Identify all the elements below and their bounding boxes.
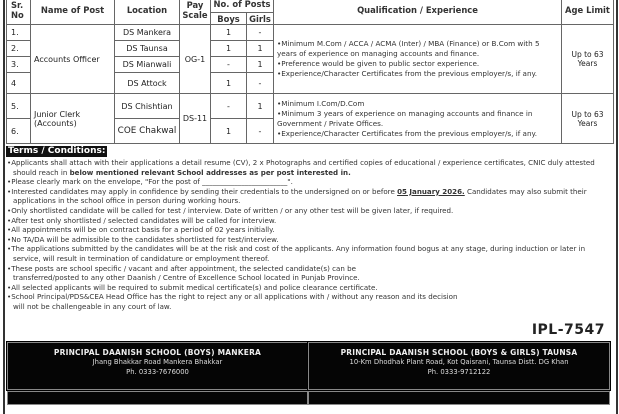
location-cell: DS Chishtian <box>115 94 180 119</box>
location-cell: DS Mianwali <box>115 57 180 73</box>
address-title: PRINCIPAL DAANISH SCHOOL (BOYS) MANKERA <box>53 348 262 357</box>
header-location: Location <box>115 0 180 25</box>
address-box-taunsa <box>308 342 610 390</box>
qualification-item: • Experience/Character Certificates from the previous employer/s, if any. <box>277 69 558 79</box>
girls-cell: - <box>247 73 274 94</box>
age-limit-cell: Up to 63 Years <box>562 25 614 94</box>
qualification-item: • Minimum 3 years of experience on managing accounts and finance in Government / Private Offices. <box>277 109 558 129</box>
boys-cell: - <box>211 94 247 119</box>
address-box-partial-right <box>308 391 610 405</box>
header-age-limit: Age Limit <box>562 0 614 25</box>
boys-cell: 1 <box>211 73 247 94</box>
sr-cell: 1. <box>7 25 31 41</box>
header-boys: Boys <box>211 13 247 25</box>
qualification-item: • Preference would be given to public sector experience. <box>277 59 558 69</box>
term-item: • Please clearly mark on the envelope, "For the post of ________________________". <box>6 177 611 187</box>
term-item: • The applications submitted by the candidates will be at the risk and cost of the applicants. Any information found bogus at any stage, during induction or later in service, will result in termination of candidature or employment thereof. <box>6 244 611 263</box>
header-no-of-posts: No. of Posts <box>211 0 274 13</box>
location-cell: DS Attock <box>115 73 180 94</box>
header-sr-no: Sr. No <box>7 0 31 25</box>
address-phone: Ph. 0333-9712122 <box>427 368 491 376</box>
address-box-partial-left <box>7 391 308 405</box>
deadline-date: 05 January 2026. <box>397 186 465 196</box>
post-name: Junior Clerk (Accounts) <box>31 94 115 144</box>
boys-cell: 1 <box>211 25 247 41</box>
term-item: • No TA/DA will be admissible to the candidates shortlisted for test/interview. <box>6 235 611 245</box>
post-name: Accounts Officer <box>31 25 115 94</box>
location-cell: DS Mankera <box>115 25 180 41</box>
location-cell: COE Chakwal <box>115 119 180 144</box>
terms-section <box>6 146 611 312</box>
boys-cell: - <box>211 57 247 73</box>
address-line: 10-Km Dhodhak Plant Road, Kot Qaisrani, Taunsa Distt. DG Khan <box>349 358 569 366</box>
sr-cell: 5. <box>7 94 31 119</box>
term-item: • After test only shortlisted / selected candidates will be called for interview. <box>6 216 611 226</box>
location-cell: DS Taunsa <box>115 41 180 57</box>
boys-cell: 1 <box>211 41 247 57</box>
ad-code: IPL-7547 <box>531 322 605 338</box>
header-qualification: Qualification / Experience <box>274 0 562 25</box>
address-box-mankera <box>7 342 308 390</box>
sr-cell: 4 <box>7 73 31 94</box>
term-item: • These posts are school specific / vacant and after appointment, the selected candidate(s) can be transferred/posted to any other Daanish / Centre of Excellence School located in Punjab Province. <box>6 264 611 283</box>
boys-cell: 1 <box>211 119 247 144</box>
girls-cell: - <box>247 119 274 144</box>
sr-cell: 2. <box>7 41 31 57</box>
term-item: • All selected applicants will be required to submit medical certificate(s) and police clearance certificate. <box>6 283 611 293</box>
qualification-item: • Minimum I.Com/D.Com <box>277 99 558 109</box>
table-row <box>7 25 614 41</box>
term-item: • All appointments will be on contract basis for a period of 02 years initially. <box>6 225 611 235</box>
address-title: PRINCIPAL DAANISH SCHOOL (BOYS & GIRLS) TAUNSA <box>340 348 578 357</box>
posts-table <box>6 0 614 144</box>
header-name-of-post: Name of Post <box>31 0 115 25</box>
pay-scale-cell: OG-1 <box>180 25 211 94</box>
sr-cell: 3. <box>7 57 31 73</box>
term-item: • Only shortlisted candidate will be called for test / interview. Date of written / or any other test will be given later, if required. <box>6 206 611 216</box>
term-item: • Applicants shall attach with their applications a detail resume (CV), 2 x Photographs and certified copies of educational / experience certificates, CNIC duly attested should reach in below mentioned relevant School addresses as per post interested in. <box>6 158 611 177</box>
girls-cell: 1 <box>247 57 274 73</box>
qualification-cell <box>274 25 562 94</box>
qualification-item: • Experience/Character Certificates from the previous employer/s, if any. <box>277 129 558 139</box>
header-pay-scale: Pay Scale <box>180 0 211 25</box>
age-limit-cell: Up to 63 Years <box>562 94 614 144</box>
girls-cell: - <box>247 25 274 41</box>
table-row <box>7 94 614 119</box>
pay-scale-cell: DS-11 <box>180 94 211 144</box>
header-girls: Girls <box>247 13 274 25</box>
address-phone: Ph. 0333-7676000 <box>126 368 189 376</box>
qualification-item: • Minimum M.Com / ACCA / ACMA (Inter) / MBA (Finance) or B.Com with 5 years of experience on managing accounts and finance. <box>277 39 558 59</box>
qualification-cell <box>274 94 562 144</box>
term-item: • School Principal/PDS&CEA Head Office has the right to reject any or all applications with / without any reason and its decision will not be challengeable in any court of law. <box>6 292 611 311</box>
girls-cell: 1 <box>247 94 274 119</box>
sr-cell: 6. <box>7 119 31 144</box>
girls-cell: 1 <box>247 41 274 57</box>
terms-title: Terms / Conditions: <box>8 146 106 156</box>
address-line: Jhang Bhakkar Road Mankera Bhakkar <box>92 358 223 366</box>
term-item: • Interested candidates may apply in confidence by sending their credentials to the undersigned on or before 05 January 2026. Candidates may also submit their applications in the school office in person during working hours. <box>6 187 611 206</box>
